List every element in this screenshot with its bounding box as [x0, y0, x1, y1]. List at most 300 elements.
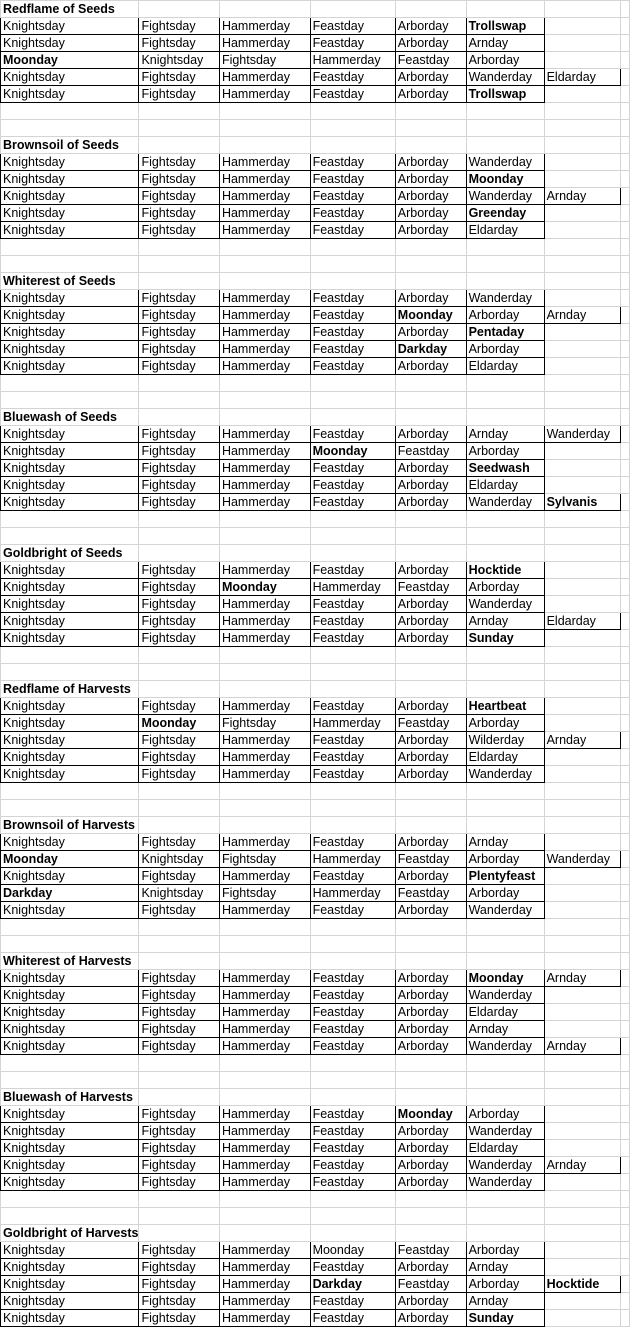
empty-cell[interactable] [620, 137, 629, 154]
day-cell[interactable]: Arborday [395, 834, 466, 851]
day-cell[interactable]: Knightsday [1, 987, 139, 1004]
month-title-cell[interactable]: Whiterest of Harvests [1, 953, 139, 970]
day-cell[interactable]: Knightsday [1, 732, 139, 749]
day-cell[interactable]: Hammerday [219, 188, 310, 205]
day-cell[interactable]: Knightsday [1, 1140, 139, 1157]
day-cell[interactable]: Arborday [395, 477, 466, 494]
day-cell[interactable]: Knightsday [1, 426, 139, 443]
day-cell[interactable]: Fightsday [219, 52, 310, 69]
empty-cell[interactable] [544, 1191, 620, 1208]
empty-cell[interactable] [620, 528, 629, 545]
day-cell[interactable]: Arborday [395, 1293, 466, 1310]
day-cell[interactable]: Knightsday [1, 766, 139, 783]
empty-cell[interactable] [544, 647, 620, 664]
day-cell[interactable]: Fightsday [139, 902, 220, 919]
empty-cell[interactable] [620, 596, 629, 613]
holiday-cell[interactable]: Moonday [395, 1106, 466, 1123]
empty-cell[interactable] [544, 919, 620, 936]
day-cell[interactable]: Fightsday [139, 1293, 220, 1310]
empty-cell[interactable] [620, 647, 629, 664]
empty-cell[interactable] [1, 919, 139, 936]
empty-cell[interactable] [395, 681, 466, 698]
day-cell[interactable]: Fightsday [139, 460, 220, 477]
empty-cell[interactable] [395, 1208, 466, 1225]
empty-cell[interactable] [620, 324, 629, 341]
day-cell[interactable]: Hammerday [219, 69, 310, 86]
empty-cell[interactable] [620, 664, 629, 681]
day-cell[interactable]: Fightsday [139, 1123, 220, 1140]
empty-cell[interactable] [310, 1191, 395, 1208]
empty-cell[interactable] [466, 817, 544, 834]
empty-cell[interactable] [466, 256, 544, 273]
month-title-cell[interactable]: Goldbright of Seeds [1, 545, 139, 562]
empty-cell[interactable] [395, 392, 466, 409]
empty-cell[interactable] [219, 783, 310, 800]
empty-cell[interactable] [1, 120, 139, 137]
empty-cell[interactable] [544, 1123, 620, 1140]
empty-cell[interactable] [544, 171, 620, 188]
day-cell[interactable]: Arborday [395, 358, 466, 375]
day-cell[interactable]: Arborday [466, 307, 544, 324]
empty-cell[interactable] [466, 1089, 544, 1106]
empty-cell[interactable] [1, 1208, 139, 1225]
day-cell[interactable]: Knightsday [1, 307, 139, 324]
empty-cell[interactable] [544, 1089, 620, 1106]
empty-cell[interactable] [620, 120, 629, 137]
empty-cell[interactable] [219, 953, 310, 970]
empty-cell[interactable] [544, 528, 620, 545]
day-cell[interactable]: Hammerday [219, 596, 310, 613]
empty-cell[interactable] [544, 358, 620, 375]
holiday-cell[interactable]: Sunday [466, 630, 544, 647]
empty-cell[interactable] [620, 681, 629, 698]
empty-cell[interactable] [544, 1055, 620, 1072]
empty-cell[interactable] [544, 800, 620, 817]
empty-cell[interactable] [310, 137, 395, 154]
empty-cell[interactable] [620, 749, 629, 766]
empty-cell[interactable] [544, 511, 620, 528]
day-cell[interactable]: Hammerday [219, 1242, 310, 1259]
day-cell[interactable]: Fightsday [139, 341, 220, 358]
day-cell[interactable]: Arnday [544, 307, 620, 324]
day-cell[interactable]: Knightsday [139, 851, 220, 868]
day-cell[interactable]: Knightsday [139, 885, 220, 902]
day-cell[interactable]: Arborday [395, 698, 466, 715]
empty-cell[interactable] [139, 256, 220, 273]
day-cell[interactable]: Fightsday [139, 732, 220, 749]
day-cell[interactable]: Knightsday [1, 868, 139, 885]
day-cell[interactable]: Knightsday [1, 154, 139, 171]
empty-cell[interactable] [395, 528, 466, 545]
day-cell[interactable]: Fightsday [139, 86, 220, 103]
day-cell[interactable]: Arborday [395, 1174, 466, 1191]
day-cell[interactable]: Hammerday [219, 970, 310, 987]
day-cell[interactable]: Hammerday [219, 307, 310, 324]
empty-cell[interactable] [139, 664, 220, 681]
empty-cell[interactable] [466, 239, 544, 256]
day-cell[interactable]: Hammerday [310, 885, 395, 902]
empty-cell[interactable] [1, 936, 139, 953]
empty-cell[interactable] [620, 970, 629, 987]
day-cell[interactable]: Eldarday [466, 222, 544, 239]
empty-cell[interactable] [466, 1055, 544, 1072]
day-cell[interactable]: Knightsday [1, 443, 139, 460]
empty-cell[interactable] [620, 1021, 629, 1038]
day-cell[interactable]: Hammerday [219, 460, 310, 477]
day-cell[interactable]: Wanderday [466, 902, 544, 919]
day-cell[interactable]: Knightsday [1, 171, 139, 188]
day-cell[interactable]: Hammerday [219, 1259, 310, 1276]
day-cell[interactable]: Knightsday [1, 698, 139, 715]
day-cell[interactable]: Hammerday [219, 341, 310, 358]
empty-cell[interactable] [1, 800, 139, 817]
empty-cell[interactable] [466, 664, 544, 681]
day-cell[interactable]: Knightsday [1, 18, 139, 35]
day-cell[interactable]: Arborday [395, 1021, 466, 1038]
empty-cell[interactable] [395, 545, 466, 562]
empty-cell[interactable] [139, 375, 220, 392]
empty-cell[interactable] [310, 1072, 395, 1089]
empty-cell[interactable] [395, 1089, 466, 1106]
empty-cell[interactable] [544, 222, 620, 239]
day-cell[interactable]: Wanderday [466, 188, 544, 205]
day-cell[interactable]: Knightsday [1, 358, 139, 375]
empty-cell[interactable] [219, 1055, 310, 1072]
empty-cell[interactable] [219, 103, 310, 120]
empty-cell[interactable] [310, 120, 395, 137]
day-cell[interactable]: Knightsday [1, 1293, 139, 1310]
day-cell[interactable]: Hammerday [219, 1021, 310, 1038]
day-cell[interactable]: Arborday [466, 443, 544, 460]
empty-cell[interactable] [1, 511, 139, 528]
day-cell[interactable]: Feastday [310, 307, 395, 324]
empty-cell[interactable] [544, 868, 620, 885]
holiday-cell[interactable]: Darkday [395, 341, 466, 358]
empty-cell[interactable] [219, 137, 310, 154]
day-cell[interactable]: Fightsday [139, 1310, 220, 1327]
empty-cell[interactable] [139, 1191, 220, 1208]
day-cell[interactable]: Knightsday [1, 477, 139, 494]
day-cell[interactable]: Wanderday [466, 1174, 544, 1191]
day-cell[interactable]: Knightsday [1, 222, 139, 239]
day-cell[interactable]: Hammerday [219, 205, 310, 222]
holiday-cell[interactable]: Greenday [466, 205, 544, 222]
day-cell[interactable]: Hammerday [219, 766, 310, 783]
day-cell[interactable]: Feastday [395, 443, 466, 460]
empty-cell[interactable] [219, 1191, 310, 1208]
holiday-cell[interactable]: Plentyfeast [466, 868, 544, 885]
day-cell[interactable]: Fightsday [139, 494, 220, 511]
empty-cell[interactable] [139, 103, 220, 120]
day-cell[interactable]: Hammerday [219, 86, 310, 103]
empty-cell[interactable] [620, 1, 629, 18]
day-cell[interactable]: Knightsday [1, 69, 139, 86]
empty-cell[interactable] [310, 239, 395, 256]
day-cell[interactable]: Feastday [395, 851, 466, 868]
day-cell[interactable]: Feastday [310, 477, 395, 494]
day-cell[interactable]: Feastday [310, 205, 395, 222]
empty-cell[interactable] [310, 1208, 395, 1225]
empty-cell[interactable] [219, 1225, 310, 1242]
day-cell[interactable]: Feastday [310, 290, 395, 307]
day-cell[interactable]: Wanderday [544, 426, 620, 443]
day-cell[interactable]: Knightsday [1, 1276, 139, 1293]
day-cell[interactable]: Arborday [466, 851, 544, 868]
day-cell[interactable]: Fightsday [139, 1157, 220, 1174]
holiday-cell[interactable]: Sunday [466, 1310, 544, 1327]
day-cell[interactable]: Feastday [310, 1021, 395, 1038]
day-cell[interactable]: Knightsday [1, 1106, 139, 1123]
day-cell[interactable]: Fightsday [139, 1276, 220, 1293]
empty-cell[interactable] [219, 647, 310, 664]
day-cell[interactable]: Arborday [395, 86, 466, 103]
day-cell[interactable]: Wilderday [466, 732, 544, 749]
day-cell[interactable]: Fightsday [139, 477, 220, 494]
day-cell[interactable]: Knightsday [1, 1038, 139, 1055]
day-cell[interactable]: Fightsday [139, 766, 220, 783]
day-cell[interactable]: Feastday [310, 1038, 395, 1055]
holiday-cell[interactable]: Moonday [139, 715, 220, 732]
empty-cell[interactable] [1, 1055, 139, 1072]
empty-cell[interactable] [310, 273, 395, 290]
day-cell[interactable]: Feastday [310, 970, 395, 987]
empty-cell[interactable] [139, 239, 220, 256]
day-cell[interactable]: Hammerday [219, 834, 310, 851]
empty-cell[interactable] [466, 392, 544, 409]
empty-cell[interactable] [544, 1072, 620, 1089]
holiday-cell[interactable]: Moonday [466, 171, 544, 188]
day-cell[interactable]: Knightsday [1, 834, 139, 851]
empty-cell[interactable] [544, 103, 620, 120]
empty-cell[interactable] [310, 103, 395, 120]
day-cell[interactable]: Fightsday [139, 613, 220, 630]
empty-cell[interactable] [395, 273, 466, 290]
day-cell[interactable]: Fightsday [139, 1106, 220, 1123]
day-cell[interactable]: Feastday [310, 358, 395, 375]
day-cell[interactable]: Arborday [395, 1123, 466, 1140]
empty-cell[interactable] [139, 528, 220, 545]
empty-cell[interactable] [466, 647, 544, 664]
day-cell[interactable]: Arnday [466, 613, 544, 630]
day-cell[interactable]: Arborday [395, 868, 466, 885]
day-cell[interactable]: Hammerday [219, 35, 310, 52]
empty-cell[interactable] [219, 256, 310, 273]
day-cell[interactable]: Hammerday [219, 324, 310, 341]
empty-cell[interactable] [620, 1276, 629, 1293]
empty-cell[interactable] [544, 1259, 620, 1276]
day-cell[interactable]: Fightsday [139, 324, 220, 341]
empty-cell[interactable] [544, 1293, 620, 1310]
day-cell[interactable]: Arborday [395, 1140, 466, 1157]
empty-cell[interactable] [395, 137, 466, 154]
day-cell[interactable]: Fightsday [139, 970, 220, 987]
empty-cell[interactable] [219, 273, 310, 290]
empty-cell[interactable] [620, 1225, 629, 1242]
day-cell[interactable]: Hammerday [310, 851, 395, 868]
day-cell[interactable]: Arnday [466, 1293, 544, 1310]
empty-cell[interactable] [544, 596, 620, 613]
empty-cell[interactable] [544, 885, 620, 902]
empty-cell[interactable] [620, 834, 629, 851]
empty-cell[interactable] [219, 936, 310, 953]
empty-cell[interactable] [620, 341, 629, 358]
empty-cell[interactable] [620, 426, 629, 443]
day-cell[interactable]: Hammerday [219, 18, 310, 35]
day-cell[interactable]: Fightsday [139, 596, 220, 613]
day-cell[interactable]: Hammerday [219, 1276, 310, 1293]
empty-cell[interactable] [620, 1259, 629, 1276]
empty-cell[interactable] [310, 409, 395, 426]
month-title-cell[interactable]: Brownsoil of Seeds [1, 137, 139, 154]
empty-cell[interactable] [219, 1089, 310, 1106]
empty-cell[interactable] [466, 545, 544, 562]
empty-cell[interactable] [544, 341, 620, 358]
empty-cell[interactable] [139, 936, 220, 953]
day-cell[interactable]: Arnday [544, 188, 620, 205]
empty-cell[interactable] [139, 545, 220, 562]
empty-cell[interactable] [466, 783, 544, 800]
empty-cell[interactable] [310, 1089, 395, 1106]
empty-cell[interactable] [620, 290, 629, 307]
day-cell[interactable]: Arborday [395, 1157, 466, 1174]
day-cell[interactable]: Feastday [310, 1259, 395, 1276]
empty-cell[interactable] [620, 494, 629, 511]
day-cell[interactable]: Arnday [466, 35, 544, 52]
day-cell[interactable]: Knightsday [1, 715, 139, 732]
day-cell[interactable]: Fightsday [139, 1038, 220, 1055]
day-cell[interactable]: Hammerday [219, 222, 310, 239]
empty-cell[interactable] [139, 120, 220, 137]
empty-cell[interactable] [219, 511, 310, 528]
day-cell[interactable]: Fightsday [139, 630, 220, 647]
empty-cell[interactable] [620, 885, 629, 902]
empty-cell[interactable] [219, 375, 310, 392]
day-cell[interactable]: Wanderday [466, 290, 544, 307]
day-cell[interactable]: Arborday [395, 324, 466, 341]
empty-cell[interactable] [544, 273, 620, 290]
day-cell[interactable]: Wanderday [466, 154, 544, 171]
day-cell[interactable]: Hammerday [219, 443, 310, 460]
day-cell[interactable]: Fightsday [139, 1021, 220, 1038]
day-cell[interactable]: Hammerday [219, 358, 310, 375]
day-cell[interactable]: Arborday [395, 426, 466, 443]
day-cell[interactable]: Feastday [395, 885, 466, 902]
day-cell[interactable]: Knightsday [1, 613, 139, 630]
day-cell[interactable]: Feastday [310, 630, 395, 647]
day-cell[interactable]: Feastday [310, 171, 395, 188]
empty-cell[interactable] [139, 137, 220, 154]
day-cell[interactable]: Arborday [395, 35, 466, 52]
empty-cell[interactable] [620, 1242, 629, 1259]
empty-cell[interactable] [395, 953, 466, 970]
empty-cell[interactable] [544, 239, 620, 256]
day-cell[interactable]: Wanderday [466, 1038, 544, 1055]
day-cell[interactable]: Arborday [395, 18, 466, 35]
empty-cell[interactable] [310, 664, 395, 681]
day-cell[interactable]: Hammerday [219, 613, 310, 630]
day-cell[interactable]: Feastday [310, 902, 395, 919]
empty-cell[interactable] [620, 987, 629, 1004]
day-cell[interactable]: Feastday [310, 1157, 395, 1174]
holiday-cell[interactable]: Darkday [310, 1276, 395, 1293]
empty-cell[interactable] [139, 800, 220, 817]
empty-cell[interactable] [310, 800, 395, 817]
empty-cell[interactable] [1, 392, 139, 409]
day-cell[interactable]: Fightsday [139, 426, 220, 443]
day-cell[interactable]: Fightsday [139, 171, 220, 188]
empty-cell[interactable] [620, 409, 629, 426]
day-cell[interactable]: Fightsday [139, 18, 220, 35]
day-cell[interactable]: Hammerday [219, 290, 310, 307]
day-cell[interactable]: Hammerday [219, 477, 310, 494]
empty-cell[interactable] [544, 154, 620, 171]
empty-cell[interactable] [620, 817, 629, 834]
day-cell[interactable]: Hammerday [219, 171, 310, 188]
empty-cell[interactable] [620, 868, 629, 885]
day-cell[interactable]: Feastday [395, 1276, 466, 1293]
empty-cell[interactable] [466, 120, 544, 137]
empty-cell[interactable] [139, 1225, 220, 1242]
empty-cell[interactable] [310, 1225, 395, 1242]
empty-cell[interactable] [544, 664, 620, 681]
day-cell[interactable]: Knightsday [1, 970, 139, 987]
empty-cell[interactable] [544, 392, 620, 409]
empty-cell[interactable] [620, 171, 629, 188]
day-cell[interactable]: Fightsday [219, 885, 310, 902]
empty-cell[interactable] [310, 1, 395, 18]
empty-cell[interactable] [139, 409, 220, 426]
day-cell[interactable]: Hammerday [219, 1106, 310, 1123]
empty-cell[interactable] [466, 137, 544, 154]
empty-cell[interactable] [620, 715, 629, 732]
empty-cell[interactable] [395, 256, 466, 273]
day-cell[interactable]: Hammerday [219, 1123, 310, 1140]
empty-cell[interactable] [620, 851, 629, 868]
day-cell[interactable]: Feastday [310, 460, 395, 477]
empty-cell[interactable] [466, 681, 544, 698]
month-title-cell[interactable]: Bluewash of Seeds [1, 409, 139, 426]
day-cell[interactable]: Arborday [466, 579, 544, 596]
holiday-cell[interactable]: Hocktide [466, 562, 544, 579]
day-cell[interactable]: Feastday [310, 698, 395, 715]
empty-cell[interactable] [466, 1072, 544, 1089]
day-cell[interactable]: Wanderday [466, 987, 544, 1004]
empty-cell[interactable] [219, 1, 310, 18]
day-cell[interactable]: Wanderday [466, 494, 544, 511]
empty-cell[interactable] [466, 1208, 544, 1225]
day-cell[interactable]: Fightsday [139, 69, 220, 86]
holiday-cell[interactable]: Trollswap [466, 86, 544, 103]
day-cell[interactable]: Eldarday [466, 1140, 544, 1157]
holiday-cell[interactable]: Hocktide [544, 1276, 620, 1293]
empty-cell[interactable] [139, 919, 220, 936]
empty-cell[interactable] [395, 103, 466, 120]
empty-cell[interactable] [395, 664, 466, 681]
empty-cell[interactable] [139, 817, 220, 834]
day-cell[interactable]: Feastday [395, 52, 466, 69]
empty-cell[interactable] [1, 664, 139, 681]
empty-cell[interactable] [620, 1208, 629, 1225]
empty-cell[interactable] [620, 1038, 629, 1055]
empty-cell[interactable] [544, 1310, 620, 1327]
empty-cell[interactable] [1, 375, 139, 392]
month-title-cell[interactable]: Bluewash of Harvests [1, 1089, 139, 1106]
day-cell[interactable]: Arborday [395, 1004, 466, 1021]
empty-cell[interactable] [219, 528, 310, 545]
day-cell[interactable]: Fightsday [139, 1259, 220, 1276]
day-cell[interactable]: Arborday [466, 52, 544, 69]
empty-cell[interactable] [544, 1, 620, 18]
